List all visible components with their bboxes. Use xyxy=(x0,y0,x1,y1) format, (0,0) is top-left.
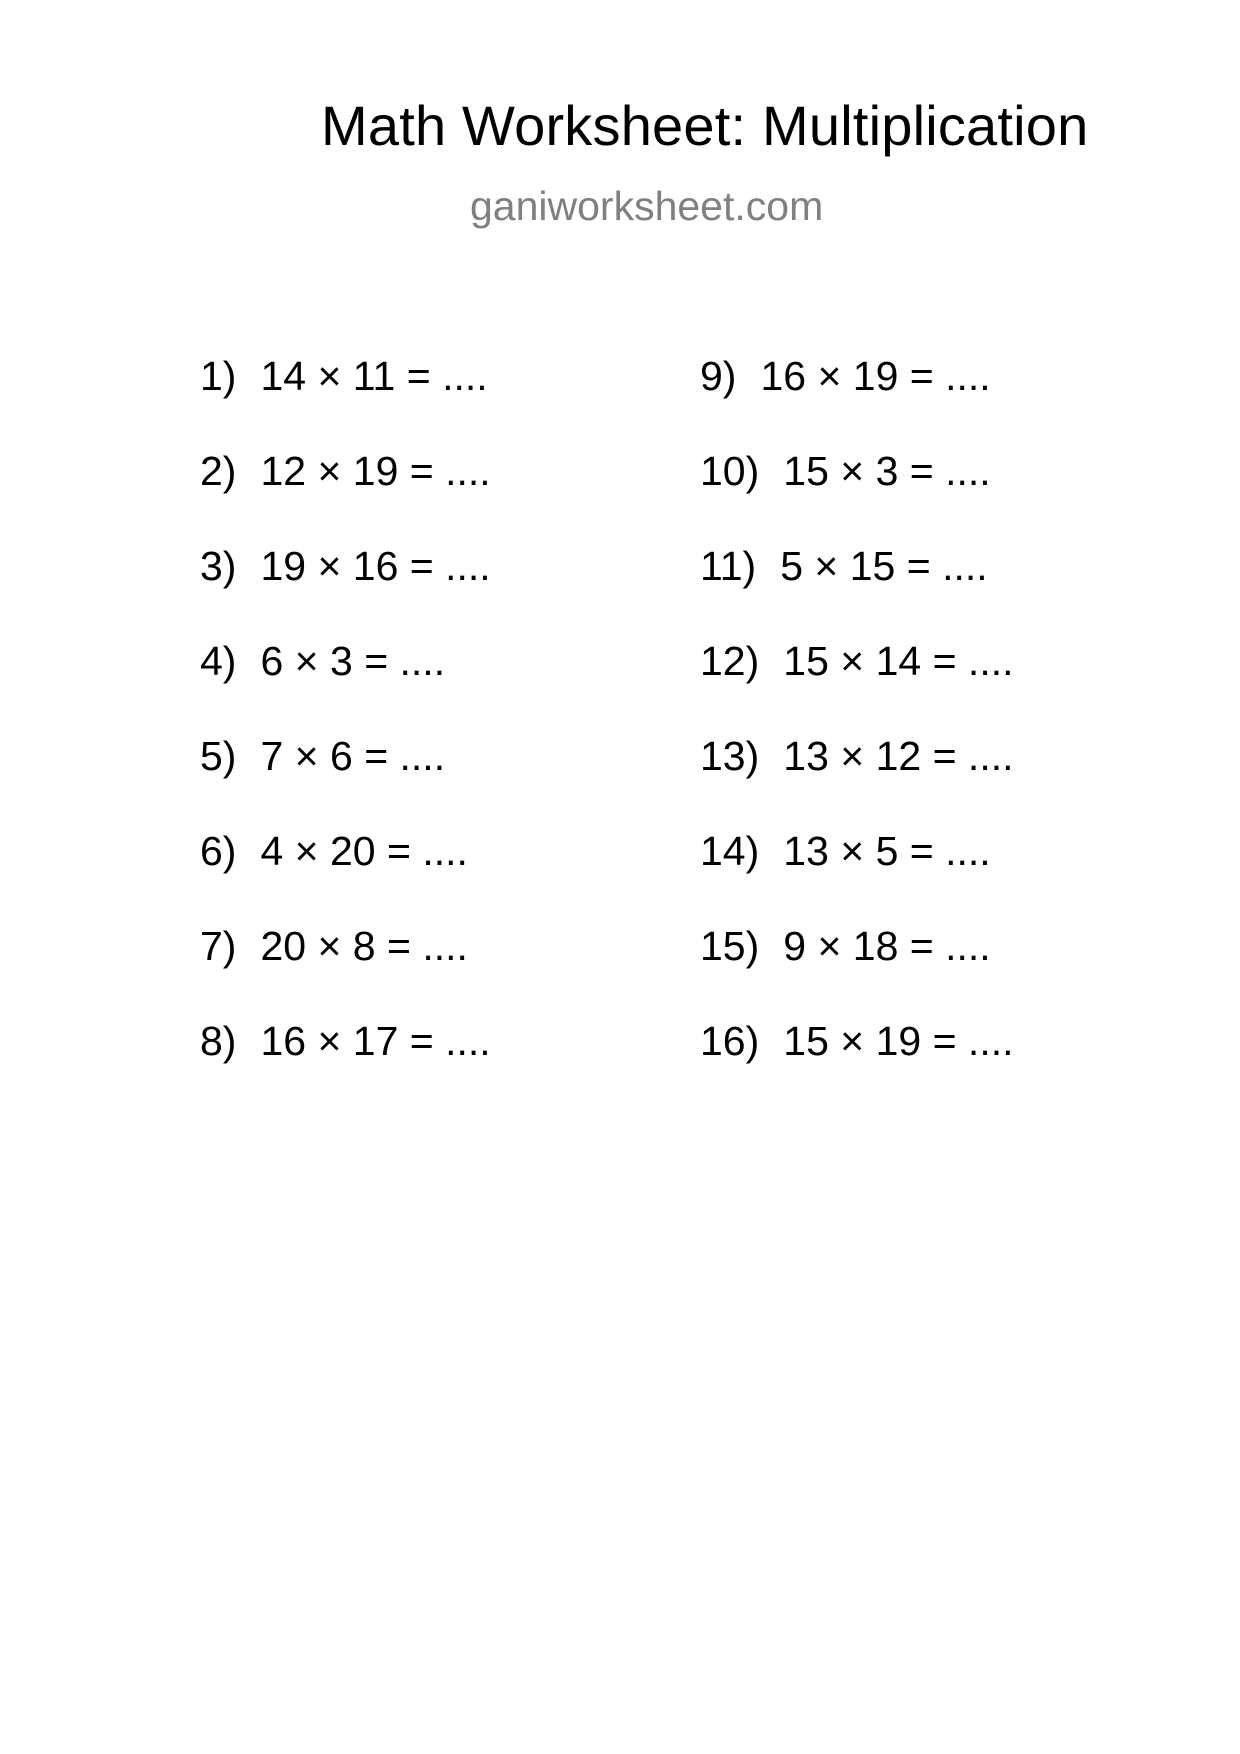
problem-expression: 20 × 8 = .... xyxy=(260,923,468,969)
problem-number: 15) xyxy=(700,923,760,969)
problem-expression: 7 × 6 = .... xyxy=(260,733,446,779)
problem-15 xyxy=(700,923,1014,1021)
problem-expression: 13 × 5 = .... xyxy=(783,828,991,874)
site-url: ganiworksheet.com xyxy=(470,183,824,229)
problem-expression: 15 × 3 = .... xyxy=(783,448,991,494)
problem-number: 13) xyxy=(700,733,760,779)
problem-expression: 13 × 12 = .... xyxy=(783,733,1014,779)
problem-11 xyxy=(700,543,1014,641)
problem-6 xyxy=(200,828,491,926)
problem-14 xyxy=(700,828,1014,926)
problem-expression: 19 × 16 = .... xyxy=(260,543,491,589)
problem-number: 11) xyxy=(700,543,757,589)
problem-5 xyxy=(200,733,491,831)
problem-expression: 9 × 18 = .... xyxy=(783,923,991,969)
problem-expression: 15 × 19 = .... xyxy=(783,1018,1014,1064)
problem-8 xyxy=(200,1018,491,1116)
problem-16 xyxy=(700,1018,1014,1116)
problem-column-left xyxy=(200,353,491,1116)
problem-expression: 5 × 15 = .... xyxy=(780,543,988,589)
problem-9 xyxy=(700,353,1014,451)
problem-expression: 16 × 19 = .... xyxy=(760,353,991,399)
problem-number: 2) xyxy=(200,448,237,494)
problem-13 xyxy=(700,733,1014,831)
problem-expression: 16 × 17 = .... xyxy=(260,1018,491,1064)
problem-number: 4) xyxy=(200,638,237,684)
problem-3 xyxy=(200,543,491,641)
problem-number: 12) xyxy=(700,638,760,684)
problem-number: 1) xyxy=(200,353,237,399)
problem-number: 14) xyxy=(700,828,760,874)
problem-number: 7) xyxy=(200,923,237,969)
problem-column-right xyxy=(700,353,1014,1116)
problem-number: 6) xyxy=(200,828,237,874)
problem-number: 8) xyxy=(200,1018,237,1064)
problem-expression: 6 × 3 = .... xyxy=(260,638,446,684)
problem-number: 10) xyxy=(700,448,760,494)
problem-expression: 4 × 20 = .... xyxy=(260,828,468,874)
problem-1 xyxy=(200,353,491,451)
problem-number: 16) xyxy=(700,1018,760,1064)
problem-10 xyxy=(700,448,1014,546)
problem-4 xyxy=(200,638,491,736)
problem-expression: 12 × 19 = .... xyxy=(260,448,491,494)
problem-2 xyxy=(200,448,491,546)
problem-number: 5) xyxy=(200,733,237,779)
problem-7 xyxy=(200,923,491,1021)
problem-expression: 14 × 11 = .... xyxy=(260,353,488,399)
problem-expression: 15 × 14 = .... xyxy=(783,638,1014,684)
problem-number: 9) xyxy=(700,353,737,399)
problem-number: 3) xyxy=(200,543,237,589)
problem-12 xyxy=(700,638,1014,736)
page-title: Math Worksheet: Multiplication xyxy=(321,94,1089,157)
